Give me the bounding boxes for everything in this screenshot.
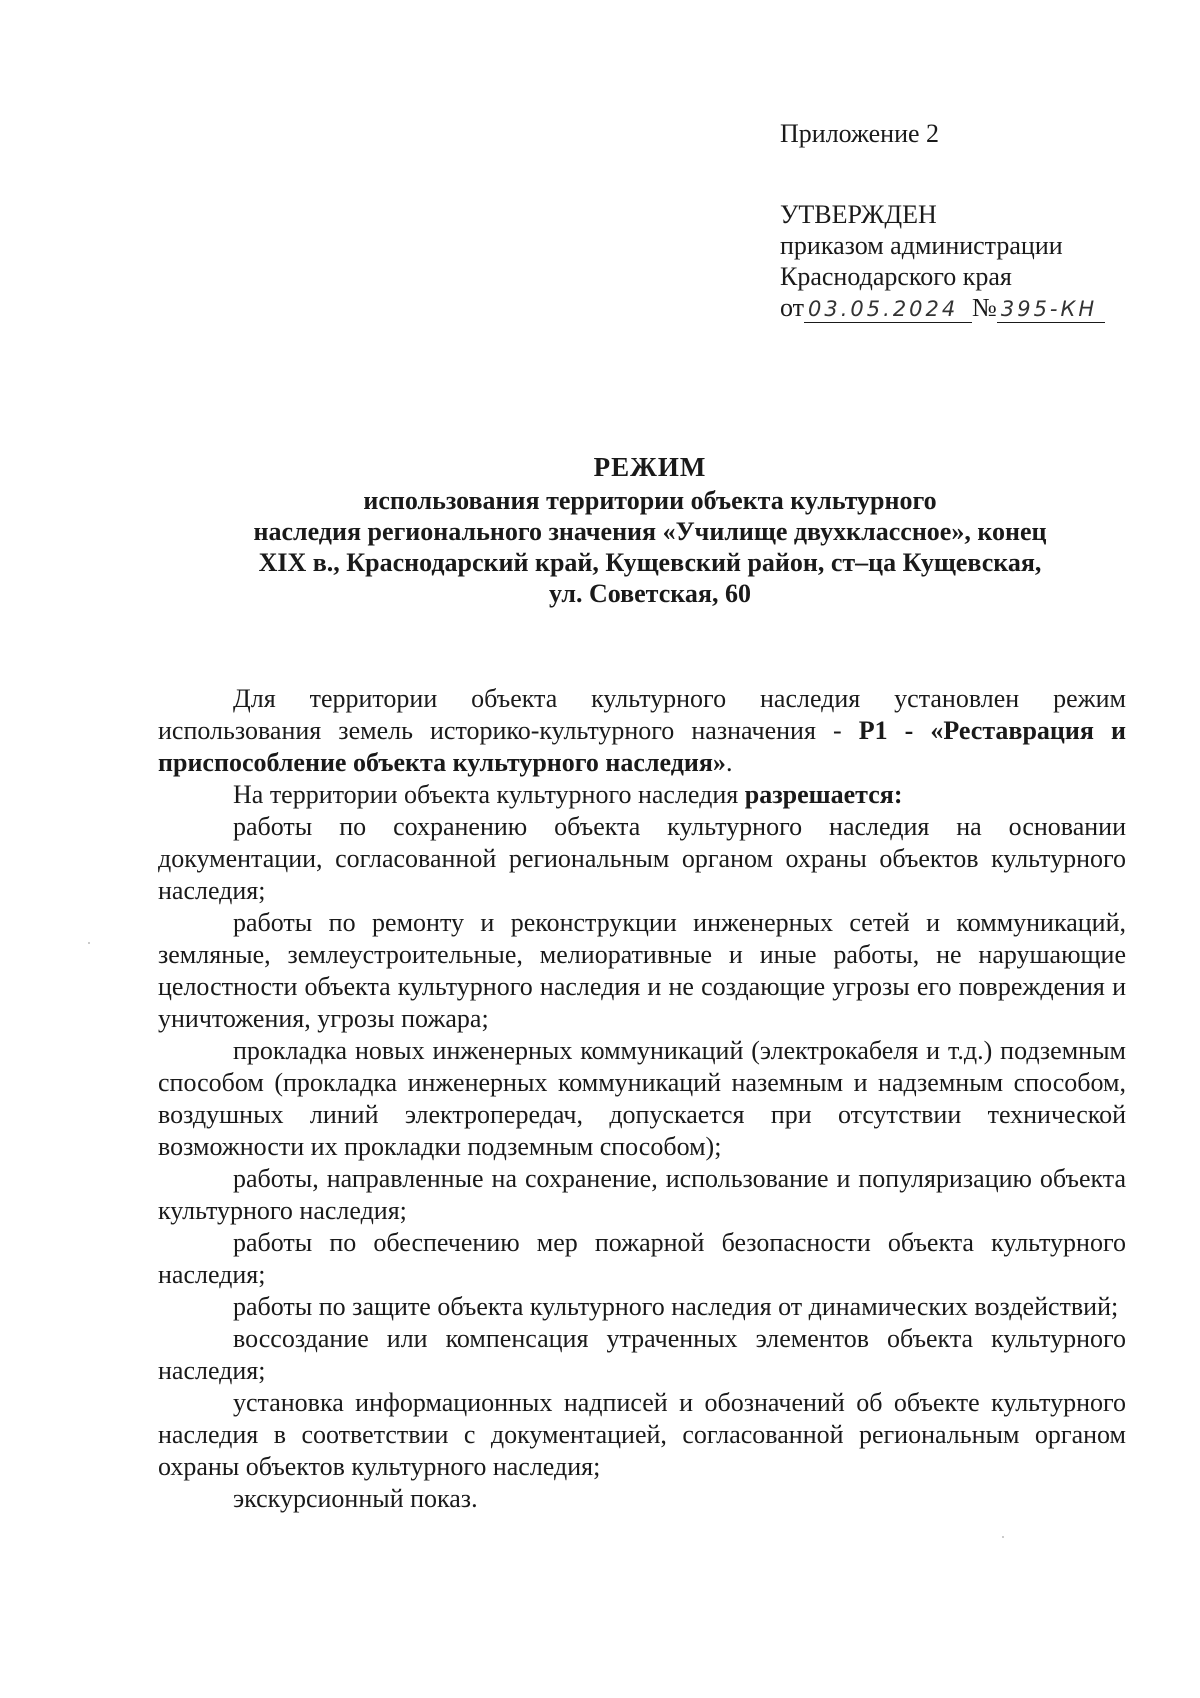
list-item: прокладка новых инженерных коммуникаций (электрокабеля и т.д.) подземным способом (прокладка инженерных коммуникаций наземным и надземным способом, воздушных линий электропередач, допускается при отсутствии технической возможности их прокладки подземным способом); xyxy=(158,1036,1126,1161)
order-line-1: приказом администрации xyxy=(780,231,1063,260)
date-prefix: от xyxy=(780,293,805,322)
list-item: работы по обеспечению мер пожарной безопасности объекта культурного наследия; xyxy=(158,1228,1126,1289)
allowed-heading xyxy=(158,779,1126,811)
title-main: РЕЖИМ xyxy=(593,452,707,482)
list-item: работы по сохранению объекта культурного наследия на основании документации, согласованной региональным органом охраны объектов культурного наследия; xyxy=(158,812,1126,905)
approved-label: УТВЕРЖДЕН xyxy=(780,200,937,229)
title-line-1: использования территории объекта культурного xyxy=(363,486,937,515)
list-item: экскурсионный показ. xyxy=(233,1484,478,1513)
document-body xyxy=(158,683,1126,1515)
list-item: установка информационных надписей и обозначений об объекте культурного наследия в соответствии с документацией, согласованной региональным органом охраны объектов культурного наследия; xyxy=(158,1388,1126,1481)
scan-speck xyxy=(1002,1536,1004,1538)
scan-speck xyxy=(88,942,90,944)
appendix-label: Приложение 2 xyxy=(780,119,940,148)
title-line-4: ул. Советская, 60 xyxy=(549,579,751,608)
intro-end: . xyxy=(725,748,733,777)
title-line-2: наследия регионального значения «Училище двухклассное», конец xyxy=(253,517,1047,546)
approval-header xyxy=(780,118,1180,323)
document-title xyxy=(160,452,1140,609)
order-date-number-line xyxy=(780,292,1180,323)
title-line-3: XIX в., Краснодарский край, Кущевский район, ст–ца Кущевская, xyxy=(258,548,1042,577)
allowed-word: разрешается: xyxy=(744,780,903,809)
handwritten-date: 03.05.2024 xyxy=(804,296,972,323)
handwritten-number: 395-КН xyxy=(997,296,1105,323)
allowed-heading-text: На территории объекта культурного наследия xyxy=(233,780,745,809)
list-item: работы по ремонту и реконструкции инженерных сетей и коммуникаций, земляные, землеустроительные, мелиоративные и иные работы, не нарушающие целостности объекта культурного наследия и не создающие угрозы его повреждения и уничтожения, угрозы пожара; xyxy=(158,908,1126,1033)
number-prefix: № xyxy=(972,293,997,322)
intro-text: Для территории объекта культурного наследия установлен режим использования земель историко-культурного назначения - xyxy=(158,684,1126,745)
list-item: работы по защите объекта культурного наследия от динамических воздействий; xyxy=(233,1292,1119,1321)
intro-paragraph xyxy=(158,683,1126,779)
list-item: работы, направленные на сохранение, использование и популяризацию объекта культурного наследия; xyxy=(158,1164,1126,1225)
list-item: воссоздание или компенсация утраченных элементов объекта культурного наследия; xyxy=(158,1324,1126,1385)
order-line-2: Краснодарского края xyxy=(780,262,1012,291)
regime-code: Р1 - «Реставрация и приспособление объекта культурного наследия» xyxy=(158,716,1126,777)
